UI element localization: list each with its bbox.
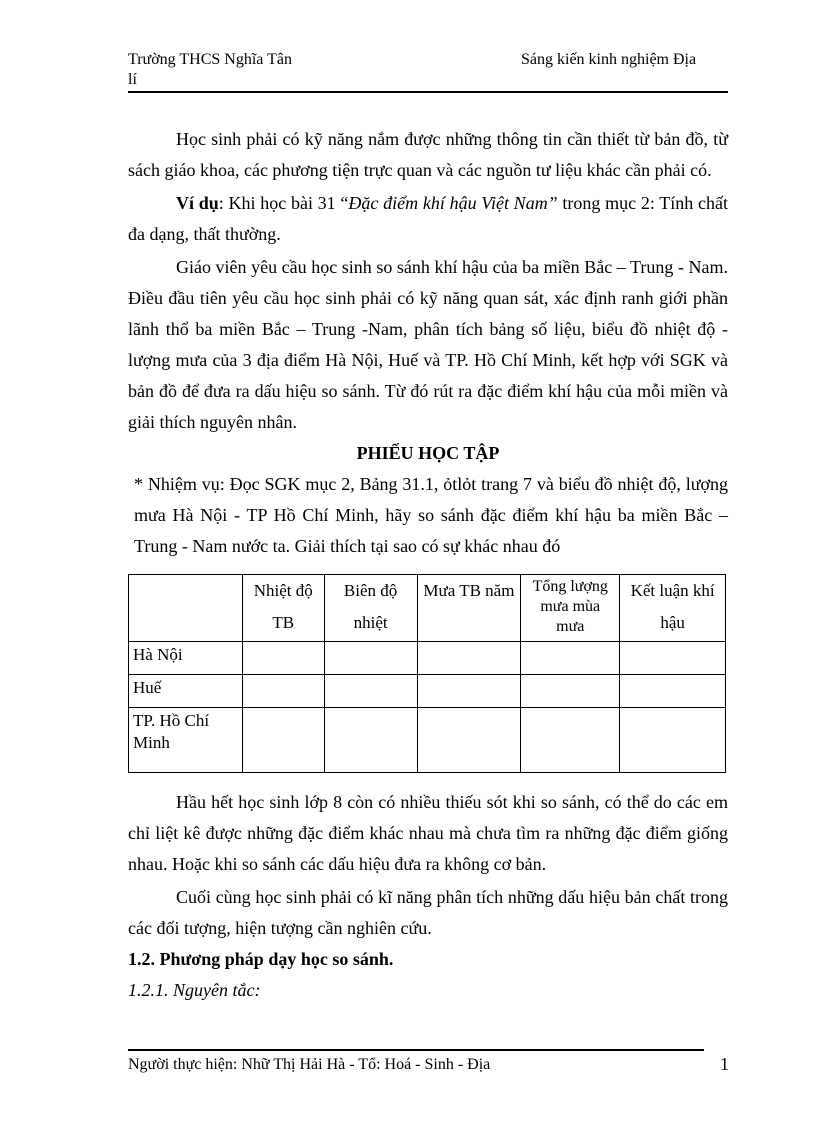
example-post: trong mục 2: Tính chất đa dạng, thất thường.	[128, 193, 728, 244]
header-school-cont: lí	[128, 71, 137, 88]
document-body	[128, 124, 728, 1006]
row-label-hanoi: Hà Nội	[129, 642, 243, 675]
header-school	[128, 50, 318, 90]
table-cell	[620, 708, 726, 773]
header-document-title: Sáng kiến kinh nghiệm Địa	[521, 51, 697, 68]
paragraph-analysis-skill: Cuối cùng học sinh phải có kĩ năng phân tích những dấu hiệu bản chất trong các đối tượng, hiện tượng cần nghiên cứu.	[128, 887, 728, 938]
subsection-heading: 1.2.1. Nguyên tắc:	[128, 980, 261, 1000]
table-cell	[620, 675, 726, 708]
table-header-cell	[129, 575, 243, 642]
table-cell	[242, 675, 324, 708]
table-cell	[324, 708, 417, 773]
paragraph-student-shortcomings: Hầu hết học sinh lớp 8 còn có nhiều thiếu sót khi so sánh, có thể do các em chỉ liệt kê được những đặc điểm khác nhau mà chưa tìm ra những đặc điểm giống nhau. Hoặc khi so sánh các dấu hiệu đưa ra không cơ bản.	[128, 792, 728, 874]
paragraph-teacher-request: Giáo viên yêu cầu học sinh so sánh khí hậu của ba miền Bắc – Trung - Nam. Điều đầu tiên yêu cầu học sinh phải có kỹ năng quan sát, xác định ranh giới phần lãnh thổ ba miền Bắc – Trung -Nam, phân tích bảng số liệu, biểu đồ nhiệt độ - lượng mưa của 3 địa điểm Hà Nội, Huế và TP. Hồ Chí Minh, kết hợp với SGK và bản đồ để đưa ra dấu hiệu so sánh. Từ đó rút ra đặc điểm khí hậu của mỗi miền và giải thích nguyên nhân.	[128, 257, 728, 432]
example-lesson-title: Đặc điểm khí hậu Việt Nam”	[348, 193, 558, 213]
table-cell	[521, 708, 620, 773]
example-pre: : Khi học bài 31 “	[218, 193, 349, 213]
table-cell	[521, 642, 620, 675]
row-label-hcmc: TP. Hồ Chí Minh	[129, 708, 243, 773]
header-divider	[128, 91, 728, 93]
table-cell	[620, 642, 726, 675]
table-header-cell: Tổng lượng mưa mùa mưa	[521, 575, 620, 642]
table-cell	[242, 642, 324, 675]
section-heading: 1.2. Phương pháp dạy học so sánh.	[128, 949, 394, 969]
paragraph-example	[128, 188, 728, 250]
table-header-cell: Mưa TB năm	[417, 575, 521, 642]
table-cell	[242, 708, 324, 773]
table-cell	[417, 708, 521, 773]
table-header-cell: Kết luận khí hậu	[620, 575, 726, 642]
table-header-cell: Biên độ nhiệt	[324, 575, 417, 642]
footer-author: Người thực hiện: Nhữ Thị Hải Hà - Tổ: Hoá - Sinh - Địa	[128, 1056, 491, 1073]
table-cell	[417, 642, 521, 675]
row-label-hue: Huế	[129, 675, 243, 708]
footer-divider	[128, 1049, 704, 1051]
table-cell	[417, 675, 521, 708]
table-row	[129, 642, 726, 675]
table-cell	[324, 642, 417, 675]
comparison-table	[128, 574, 726, 773]
page-number: 1	[720, 1054, 729, 1074]
example-label: Ví dụ	[176, 193, 219, 213]
table-header-cell: Nhiệt độ TB	[242, 575, 324, 642]
table-row	[129, 675, 726, 708]
table-cell	[324, 675, 417, 708]
paragraph-skills: Học sinh phải có kỹ năng nắm được những thông tin cần thiết từ bản đồ, từ sách giáo khoa, các phương tiện trực quan và các nguồn tư liệu khác cần phải có.	[128, 129, 728, 180]
table-row	[129, 708, 726, 773]
table-header-row	[129, 575, 726, 642]
header-school-name: Trường THCS Nghĩa Tân	[128, 51, 292, 68]
worksheet-task: * Nhiệm vụ: Đọc SGK mục 2, Bảng 31.1, ỏtlỏt trang 7 và biểu đồ nhiệt độ, lượng mưa Hà Nội - TP Hồ Chí Minh, hãy so sánh đặc điểm khí hậu ba miền Bắc – Trung - Nam nước ta. Giải thích tại sao có sự khác nhau đó	[134, 474, 728, 556]
worksheet-title: PHIẾU HỌC TẬP	[356, 443, 500, 463]
table-cell	[521, 675, 620, 708]
